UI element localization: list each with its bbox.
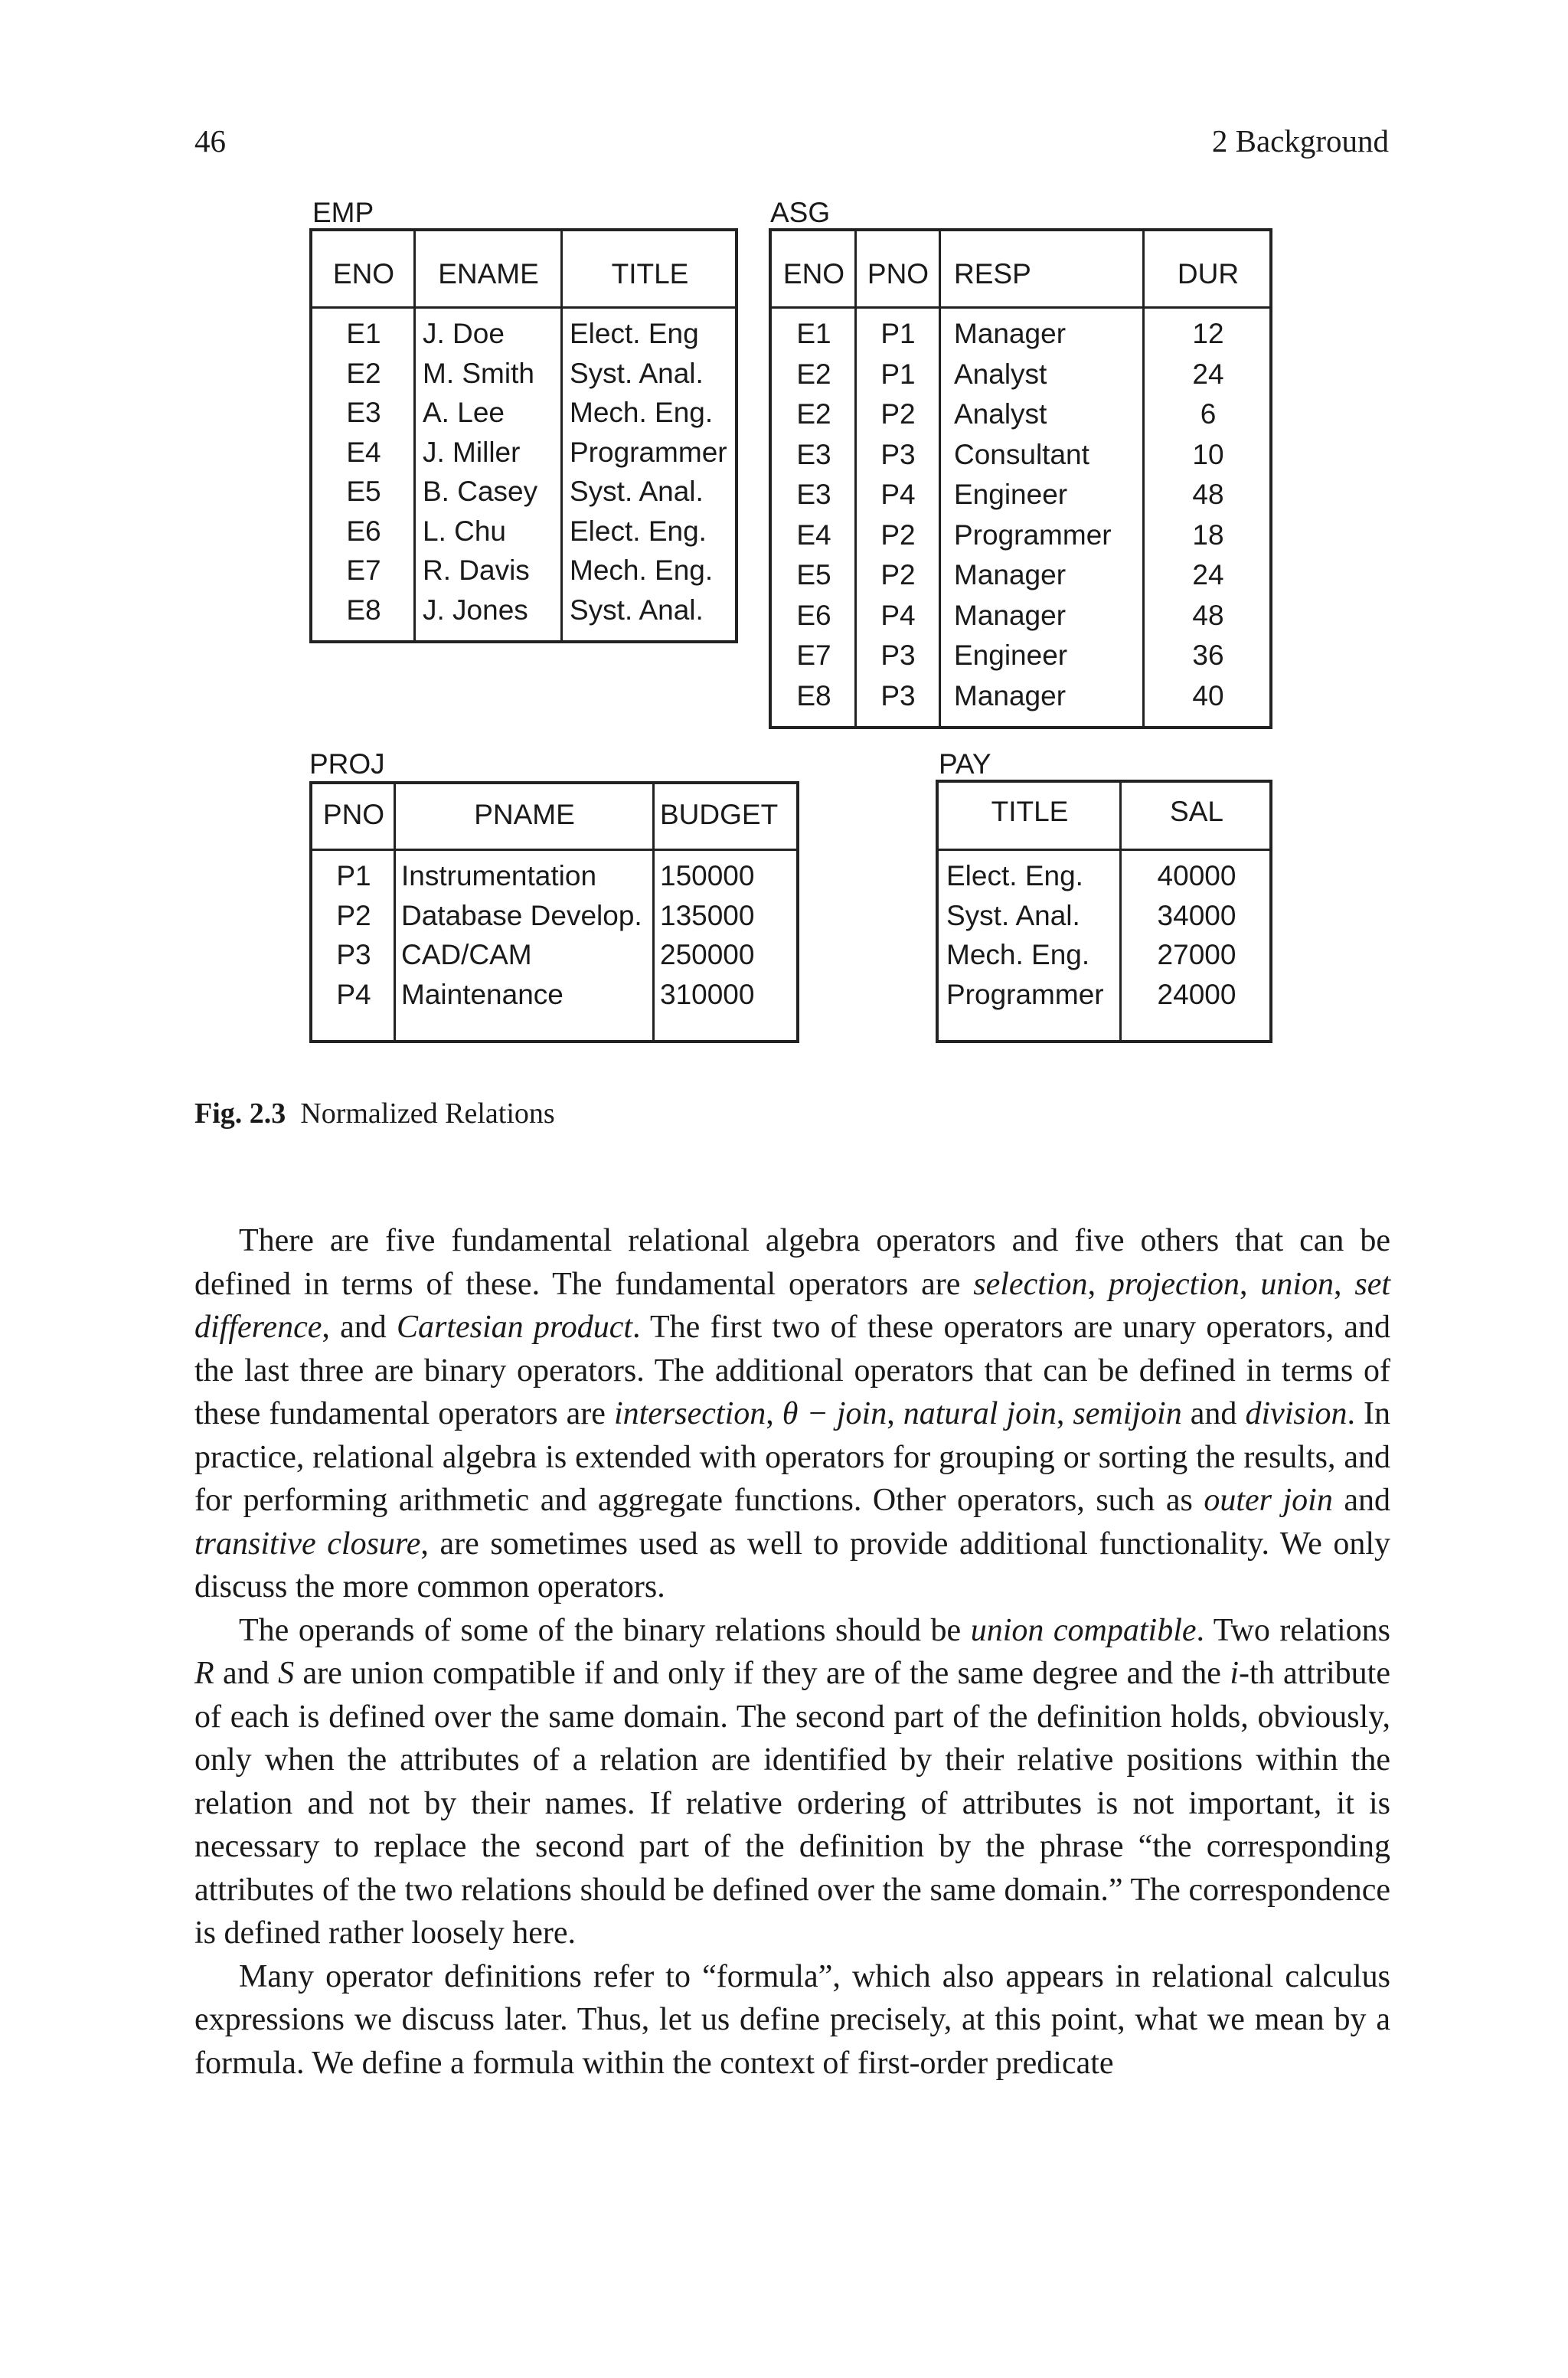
emp-table-cell: E1 xyxy=(346,318,381,349)
emp-table-cell: M. Smith xyxy=(423,357,534,389)
emp-table xyxy=(309,228,738,643)
asg-table-cell: Engineer xyxy=(954,479,1068,510)
body-text xyxy=(194,1219,1390,2085)
pay-header-divider xyxy=(939,849,1269,851)
asg-table-cell: P1 xyxy=(880,318,916,349)
emp-table-cell: Syst. Anal. xyxy=(570,594,704,626)
emp-column-header: ENO xyxy=(332,258,395,289)
emp-table-cell: Syst. Anal. xyxy=(570,476,704,507)
asg-table-cell: E2 xyxy=(796,398,831,430)
emp-table-cell: E5 xyxy=(346,476,381,507)
asg-header-divider xyxy=(772,306,1269,309)
emp-table-cell: J. Doe xyxy=(423,318,505,349)
asg-table-cell: Programmer xyxy=(954,518,1112,551)
proj-column-header: BUDGET xyxy=(660,799,779,830)
emp-column-header: ENAME xyxy=(438,258,539,289)
pay-table-cell: 24000 xyxy=(1157,978,1236,1010)
proj-column-header: PNAME xyxy=(474,799,575,830)
pay-column-header: TITLE xyxy=(991,796,1069,827)
asg-table-cell: E8 xyxy=(796,679,831,711)
proj-column-header: PNO xyxy=(322,799,385,830)
pay-table-cell: Mech. Eng. xyxy=(946,939,1090,970)
asg-table-cell: E1 xyxy=(796,318,831,349)
emp-label: EMP xyxy=(312,197,374,228)
asg-table-cell: 24 xyxy=(1192,559,1224,590)
page-number: 46 xyxy=(194,123,226,159)
asg-table-cell: Analyst xyxy=(954,398,1047,430)
emp-table-cell: Elect. Eng. xyxy=(570,515,707,547)
asg-table-cell: P3 xyxy=(880,639,916,671)
proj-table-cell: CAD/CAM xyxy=(401,939,532,970)
pay-column-header: SAL xyxy=(1170,796,1223,827)
emp-table-cell: E2 xyxy=(346,357,381,389)
asg-table-cell: Manager xyxy=(954,318,1067,349)
emp-table-cell: Syst. Anal. xyxy=(570,357,704,389)
pay-table-cell: Elect. Eng. xyxy=(946,860,1083,891)
emp-table-cell: E7 xyxy=(346,554,381,586)
asg-table-cell: Manager xyxy=(954,599,1067,631)
asg-column-header: ENO xyxy=(782,258,845,289)
asg-table-cell: E4 xyxy=(796,518,831,551)
asg-table-cell: Analyst xyxy=(954,358,1047,390)
figure-title: Normalized Relations xyxy=(300,1097,555,1130)
asg-table-cell: 18 xyxy=(1192,518,1224,551)
asg-table-cell: P2 xyxy=(880,398,916,430)
asg-table-cell: 12 xyxy=(1192,318,1224,349)
asg-table-cell: Manager xyxy=(954,679,1067,711)
emp-table-cell: E3 xyxy=(346,397,381,428)
asg-table-cell: Manager xyxy=(954,559,1067,590)
emp-table-cell: E4 xyxy=(346,436,381,468)
proj-table-cell: P1 xyxy=(336,860,371,891)
figure-caption xyxy=(194,1097,555,1130)
proj-table-cell: P4 xyxy=(336,978,371,1010)
emp-table-cell: E6 xyxy=(346,515,381,547)
emp-table-cell: Mech. Eng. xyxy=(570,554,714,586)
asg-table-cell: P3 xyxy=(880,438,916,470)
proj-table-cell: P3 xyxy=(336,939,371,970)
asg-table-cell: 36 xyxy=(1192,639,1224,671)
asg-table-cell: E3 xyxy=(796,438,831,470)
asg-table-cell: E5 xyxy=(796,559,831,590)
asg-table-cell: P4 xyxy=(880,599,916,631)
emp-table-cell: J. Jones xyxy=(423,594,528,626)
asg-table-cell: P1 xyxy=(880,358,916,390)
emp-table-cell: Mech. Eng. xyxy=(570,397,714,428)
page-header xyxy=(194,123,1389,159)
emp-table-cell: B. Casey xyxy=(423,476,538,507)
paragraph: The operands of some of the binary relations should be union compatible. Two relations R and S are union compatible if and only if they are of the same degree and the i-th attribute of each is defined over the same domain. The second part of the definition holds, obviously, only when the attributes of a relation are identified by their relative positions within the relation and not by their names. If relative ordering of attributes is not important, it is necessary to replace the second part of the definition by the phrase “the corresponding attributes of the two relations should be defined over the same domain.” The correspondence is defined rather loosely here. xyxy=(194,1612,1390,1951)
proj-table-cell: Maintenance xyxy=(401,978,564,1010)
paragraph: There are five fundamental relational algebra operators and five others that can be defined in terms of these. The fundamental operators are selection, projection, union, set difference, and Cartesian product. The first two of these operators are unary operators, and the last three are binary operators. The additional operators that can be defined in terms of these fundamental operators are intersection, θ − join, natural join, semijoin and division. In practice, relational algebra is extended with operators for grouping or sorting the results, and for performing arithmetic and aggregate functions. Other operators, such as outer join and transitive closure, are sometimes used as well to provide additional functionality. We only discuss the more common operators. xyxy=(194,1223,1391,1604)
asg-table-cell: E2 xyxy=(796,358,831,390)
proj-table-cell: P2 xyxy=(336,899,371,931)
asg-table-cell: 10 xyxy=(1192,438,1224,470)
emp-table-cell: J. Miller xyxy=(423,436,521,468)
asg-table-cell: 40 xyxy=(1192,679,1224,711)
proj-table-cell: Instrumentation xyxy=(401,860,597,891)
emp-table-cell: L. Chu xyxy=(423,515,507,547)
proj-table-cell: 310000 xyxy=(660,978,755,1010)
pay-table xyxy=(936,780,1272,1043)
proj-table-cell: 250000 xyxy=(660,939,755,970)
emp-header-divider xyxy=(312,306,735,309)
asg-table-cell: 48 xyxy=(1192,599,1224,631)
asg-table-cell: P2 xyxy=(880,559,916,590)
asg-table-cell: P3 xyxy=(880,679,916,711)
emp-table-cell: E8 xyxy=(346,594,381,626)
pay-table-cell: 27000 xyxy=(1157,939,1236,970)
asg-label: ASG xyxy=(770,197,831,228)
emp-table-cell: Elect. Eng xyxy=(570,318,699,349)
proj-table xyxy=(309,781,799,1043)
proj-header-divider xyxy=(312,849,796,851)
asg-table-cell: P4 xyxy=(880,479,916,510)
asg-table-cell: 48 xyxy=(1192,479,1224,510)
proj-table-cell: 150000 xyxy=(660,860,755,891)
proj-table-cell: Database Develop. xyxy=(401,899,642,931)
emp-table-cell: Programmer xyxy=(570,436,727,468)
asg-table-cell: E3 xyxy=(796,479,831,510)
asg-table-cell: P2 xyxy=(880,518,916,551)
proj-table-cell: 135000 xyxy=(660,899,755,931)
asg-column-header: RESP xyxy=(954,258,1031,289)
pay-table-cell: Programmer xyxy=(946,978,1104,1010)
pay-label: PAY xyxy=(939,748,991,780)
pay-table-cell: Syst. Anal. xyxy=(946,899,1080,931)
asg-table-cell: 24 xyxy=(1192,358,1224,390)
asg-table-cell: Engineer xyxy=(954,639,1068,671)
pay-table-cell: 40000 xyxy=(1157,860,1236,891)
proj-label: PROJ xyxy=(309,748,385,780)
asg-column-header: DUR xyxy=(1177,258,1240,289)
paragraph: Many operator definitions refer to “formula”, which also appears in relational calculus expressions we discuss later. Thus, let us define precisely, at this point, what we mean by a formula. We define a formula within the context of first-order predicate xyxy=(194,1958,1390,2081)
emp-table-cell: R. Davis xyxy=(423,554,530,586)
emp-column-header: TITLE xyxy=(611,258,689,289)
asg-table-cell: E7 xyxy=(796,639,831,671)
asg-table-cell: 6 xyxy=(1200,398,1217,430)
asg-column-header: PNO xyxy=(867,258,929,289)
asg-table xyxy=(769,228,1272,729)
emp-table-cell: A. Lee xyxy=(423,397,505,428)
running-head: 2 Background xyxy=(1211,123,1389,159)
pay-table-cell: 34000 xyxy=(1157,899,1236,931)
asg-table-cell: E6 xyxy=(796,599,831,631)
asg-table-cell: Consultant xyxy=(954,438,1089,470)
figure-label: Fig. 2.3 xyxy=(194,1097,286,1130)
